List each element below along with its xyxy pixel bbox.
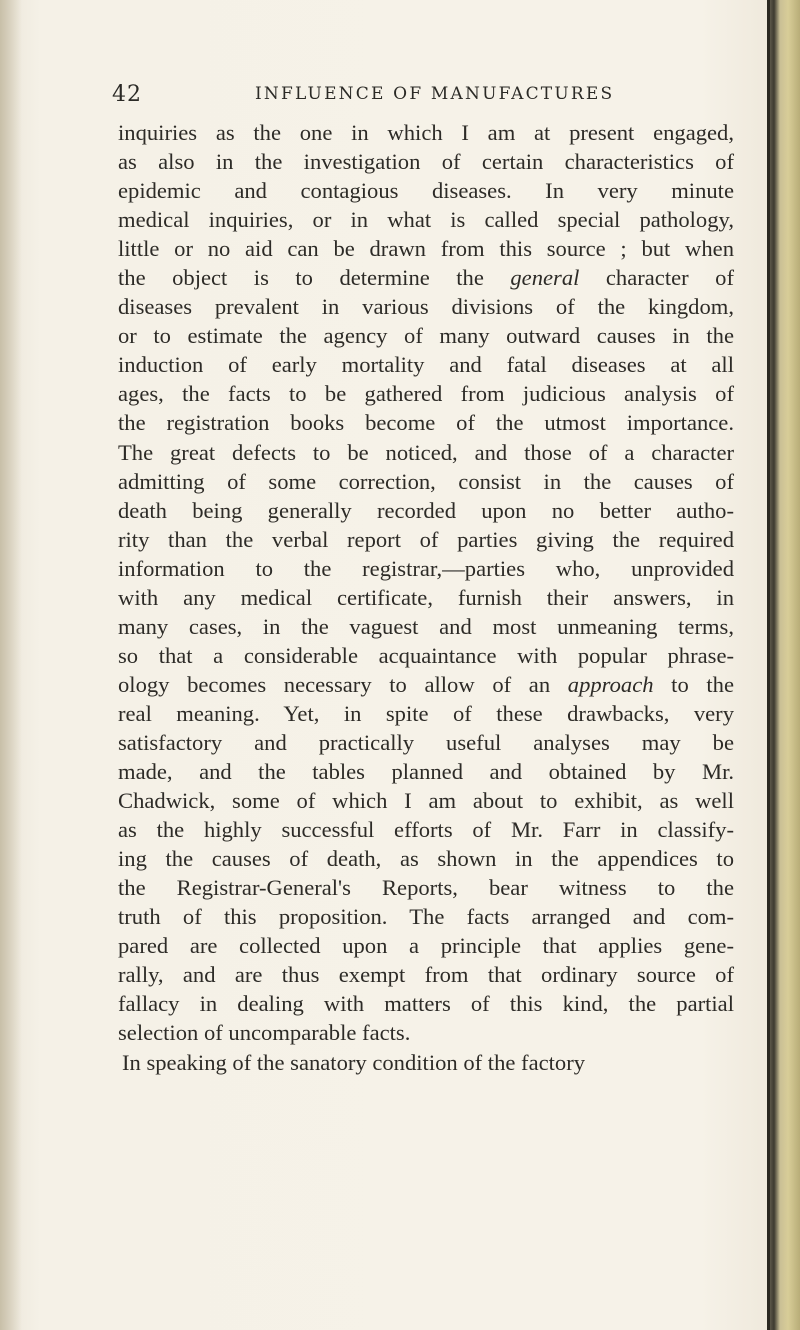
running-head: INFLUENCE OF MANUFACTURES <box>255 84 615 104</box>
text-line: as also in the investigation of certain characteristics of <box>118 149 734 175</box>
text-line: ology becomes necessary to allow of an approach to the <box>118 671 734 697</box>
italic-word: approach <box>567 671 654 697</box>
text-line: as the highly successful efforts of Mr. Farr in classify- <box>118 817 734 843</box>
text-line: pared are collected upon a principle that applies gene- <box>118 933 734 959</box>
text-line: the Registrar-General's Reports, bear witness to the <box>118 875 734 901</box>
text-line: real meaning. Yet, in spite of these drawbacks, very <box>118 700 734 726</box>
page-edge-line <box>767 0 770 1330</box>
text-line: with any medical certificate, furnish their answers, in <box>118 584 734 610</box>
text-line: medical inquiries, or in what is called special pathology, <box>118 207 734 233</box>
page-header <box>110 82 740 112</box>
text-line: ing the causes of death, as shown in the appendices to <box>118 846 734 872</box>
text-line: many cases, in the vaguest and most unmeaning terms, <box>118 613 734 639</box>
page-number: 42 <box>112 82 142 107</box>
text-line: so that a considerable acquaintance with popular phrase- <box>118 642 734 668</box>
text-line: induction of early mortality and fatal diseases at all <box>118 352 734 378</box>
text-line: rally, and are thus exempt from that ordinary source of <box>118 962 734 988</box>
text-line: inquiries as the one in which I am at present engaged, <box>118 120 734 145</box>
body-text <box>118 118 734 1077</box>
text-line: In speaking of the sanatory condition of the factory <box>122 1049 586 1075</box>
page-edge-binding <box>768 0 800 1330</box>
text-line: The great defects to be noticed, and those of a character <box>118 439 734 465</box>
text-line: information to the registrar,—parties who, unprovided <box>118 555 734 581</box>
text-line: made, and the tables planned and obtained by Mr. <box>118 759 734 785</box>
italic-word: general <box>510 265 580 291</box>
text-line: fallacy in dealing with matters of this kind, the partial <box>118 991 734 1017</box>
text-line: ages, the facts to be gathered from judicious analysis of <box>118 381 734 407</box>
text-line: epidemic and contagious diseases. In very minute <box>118 178 734 204</box>
text-line: or to estimate the agency of many outward causes in the <box>118 323 734 349</box>
text-line: little or no aid can be drawn from this source ; but when <box>118 236 734 262</box>
text-line: truth of this proposition. The facts arranged and com- <box>118 904 734 930</box>
text-line: admitting of some correction, consist in the causes of <box>118 468 734 494</box>
text-line: selection of uncomparable facts. <box>118 1020 411 1046</box>
text-line: satisfactory and practically useful analyses may be <box>118 729 734 755</box>
text-line: death being generally recorded upon no better autho- <box>118 497 734 523</box>
page-gutter-shadow <box>0 0 22 1330</box>
text-line: rity than the verbal report of parties giving the required <box>118 526 734 552</box>
text-line: the object is to determine the general character of <box>118 265 734 291</box>
text-line: Chadwick, some of which I am about to exhibit, as well <box>118 788 734 814</box>
text-line: the registration books become of the utmost importance. <box>118 410 734 436</box>
text-line: diseases prevalent in various divisions of the kingdom, <box>118 294 734 320</box>
